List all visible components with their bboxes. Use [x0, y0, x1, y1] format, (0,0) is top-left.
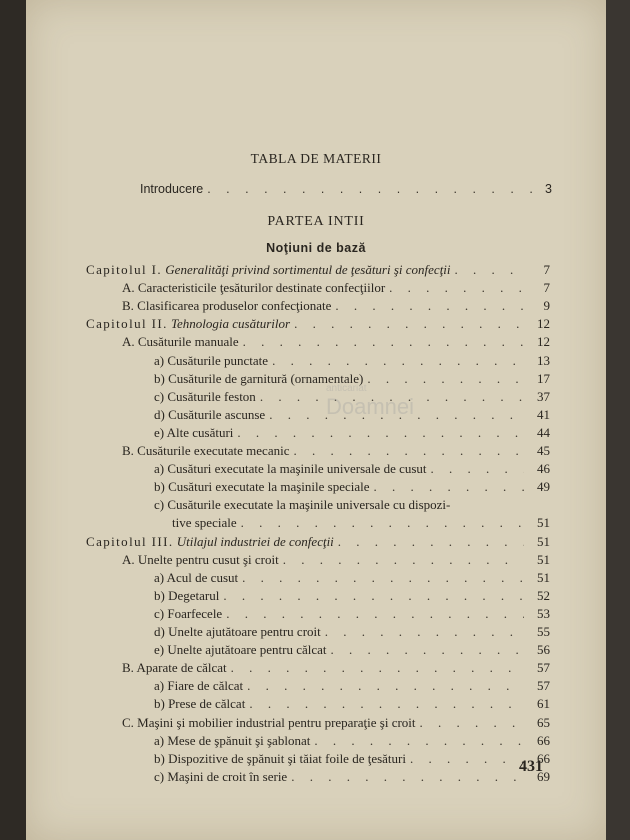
toc-section-entry	[122, 660, 550, 678]
entry-page-number: 37	[537, 388, 550, 404]
dot-leader	[389, 280, 524, 296]
entry-text: B. Clasificarea produselor confecţionate	[122, 298, 332, 314]
entry-text: b) Cusături executate la maşinile speciale	[154, 479, 370, 495]
dot-leader	[325, 624, 524, 640]
toc-chapter-entry	[86, 262, 550, 280]
toc-item-entry	[154, 588, 550, 606]
entry-page-number: 51	[537, 515, 550, 531]
entry-page-number: 69	[537, 768, 550, 784]
entry-text: c) Maşini de croit în serie	[154, 768, 288, 784]
entry-page-number: 46	[537, 461, 550, 477]
entry-page-number: 7	[543, 262, 550, 277]
part-subtitle: Noţiuni de bază	[266, 241, 366, 255]
entry-text: B. Cusăturile executate mecanic	[122, 443, 290, 458]
entry-text: b) Dispozitive de şpănuit şi tăiat foile de ţesături	[154, 750, 406, 766]
toc-item-entry	[154, 461, 550, 479]
dot-leader	[207, 182, 541, 196]
entry-page-number: 61	[537, 696, 550, 712]
entry-text: c) Foarfecele	[154, 605, 223, 621]
dot-leader	[338, 534, 524, 550]
entry-page-number: 9	[543, 298, 550, 314]
page-number: 431	[519, 758, 543, 775]
dot-leader	[226, 606, 524, 622]
dot-leader	[431, 461, 524, 477]
toc-item-entry	[154, 497, 550, 515]
entry-text: c) Cusăturile feston	[154, 388, 256, 404]
entry-page-number: 65	[537, 714, 550, 730]
toc-item-entry	[154, 624, 550, 642]
entry-text: A. Caracteristicile ţesăturilor destinate confecţiilor	[122, 280, 386, 296]
entry-text: b) Prese de călcat	[154, 696, 246, 712]
chapter-label: Capitolul II.	[86, 316, 168, 332]
toc-item-entry	[154, 769, 550, 787]
entry-text: a) Acul de cusut	[154, 569, 239, 585]
toc-section-entry	[122, 715, 550, 733]
entry-text: a) Cusături executate la maşinile universale de cusut	[154, 461, 427, 477]
dot-leader	[410, 751, 524, 767]
dot-leader	[293, 443, 524, 459]
entry-text: B. Aparate de călcat	[122, 660, 227, 676]
toc-item-entry	[154, 751, 550, 769]
toc-item-entry	[154, 479, 550, 497]
entry-text: d) Unelte ajutătoare pentru croit	[154, 624, 321, 639]
toc-section-entry	[122, 298, 550, 316]
entry-text: d) Cusăturile ascunse	[154, 406, 266, 422]
entry-text: b) Cusăturile de garnitură (ornamentale)	[154, 370, 364, 386]
entry-page-number: 57	[537, 678, 550, 694]
entry-page-number: 55	[537, 624, 550, 639]
chapter-title: Generalităţi privind sortimentul de ţesături şi confecţii	[165, 262, 451, 277]
entry-text: A. Unelte pentru cusut şi croit	[122, 551, 279, 567]
chapter-label: Capitolul III.	[86, 533, 174, 549]
dot-leader	[249, 696, 524, 712]
toc-item-entry	[154, 353, 550, 371]
toc-section-entry	[122, 552, 550, 570]
document-page	[26, 0, 606, 840]
chapter-label: Capitolul I.	[86, 262, 163, 277]
entry-page-number: 56	[537, 642, 550, 658]
entry-page-number: 13	[537, 352, 550, 368]
entry-text: a) Cusăturile punctate	[154, 352, 269, 368]
entry-page-number: 52	[537, 587, 550, 603]
entry-page-number: 66	[537, 732, 550, 748]
dot-leader	[223, 588, 524, 604]
entry-text: a) Fiare de călcat	[154, 678, 244, 694]
toc-item-entry	[154, 425, 550, 443]
toc-item-entry	[172, 515, 550, 533]
toc-item-entry	[154, 678, 550, 696]
intro-entry	[140, 182, 552, 196]
dot-leader	[241, 515, 524, 531]
toc-item-entry	[154, 733, 550, 751]
dot-leader	[283, 552, 524, 568]
intro-page: 3	[545, 182, 552, 196]
dot-leader	[247, 678, 524, 694]
toc-item-entry	[154, 570, 550, 588]
toc-item-entry	[154, 696, 550, 714]
book-spine-edge	[0, 0, 26, 840]
entry-text: e) Unelte ajutătoare pentru călcat	[154, 642, 327, 658]
intro-label: Introducere	[140, 182, 204, 196]
dot-leader	[242, 570, 524, 586]
dot-leader	[374, 479, 525, 495]
entry-page-number: 12	[537, 334, 550, 350]
entry-text: A. Cusăturile manuale	[122, 334, 239, 350]
toc-section-entry	[122, 280, 550, 298]
entry-page-number: 41	[537, 406, 550, 422]
chapter-title: Tehnologia cusăturilor	[171, 316, 291, 332]
watermark: anticariat Doamnei	[326, 383, 415, 419]
part-title: PARTEA INTII	[267, 214, 365, 229]
toc-title: TABLA DE MATERII	[250, 151, 382, 166]
toc-chapter-entry	[86, 316, 550, 334]
entry-page-number: 51	[537, 551, 550, 567]
entry-text: c) Cusăturile executate la maşinile universale cu dispozi-	[154, 497, 451, 513]
toc-item-entry	[154, 606, 550, 624]
toc-section-entry	[122, 334, 550, 352]
entry-page-number: 17	[537, 370, 550, 386]
dot-leader	[331, 642, 524, 658]
entry-text: e) Alte cusături	[154, 424, 234, 440]
entry-text: a) Mese de şpănuit şi şablonat	[154, 732, 311, 748]
dot-leader	[335, 298, 524, 314]
dot-leader	[314, 733, 524, 749]
entry-page-number: 45	[537, 443, 550, 458]
dot-leader	[294, 316, 524, 332]
toc-section-entry	[122, 443, 550, 461]
dot-leader	[272, 353, 524, 369]
entry-page-number: 57	[537, 660, 550, 676]
entry-page-number: 51	[537, 533, 550, 549]
entry-page-number: 12	[537, 316, 550, 332]
dot-leader	[455, 262, 524, 278]
dot-leader	[237, 425, 524, 441]
entry-page-number: 51	[537, 569, 550, 585]
entry-text: C. Maşini şi mobilier industrial pentru preparaţie şi croit	[122, 714, 416, 730]
entry-text: b) Degetarul	[154, 587, 220, 603]
entry-page-number: 53	[537, 605, 550, 621]
entry-page-number: 49	[537, 479, 550, 495]
dot-leader	[231, 660, 524, 676]
entry-page-number: 44	[537, 424, 550, 440]
entry-page-number: 7	[543, 280, 550, 296]
toc-chapter-entry	[86, 534, 550, 552]
dot-leader	[243, 334, 524, 350]
toc-item-entry	[154, 642, 550, 660]
entry-page-number: 66	[537, 750, 550, 766]
chapter-title: Utilajul industriei de confecţii	[176, 533, 334, 549]
dot-leader	[420, 715, 524, 731]
entry-text: tive speciale	[172, 515, 237, 531]
dot-leader	[291, 769, 524, 785]
